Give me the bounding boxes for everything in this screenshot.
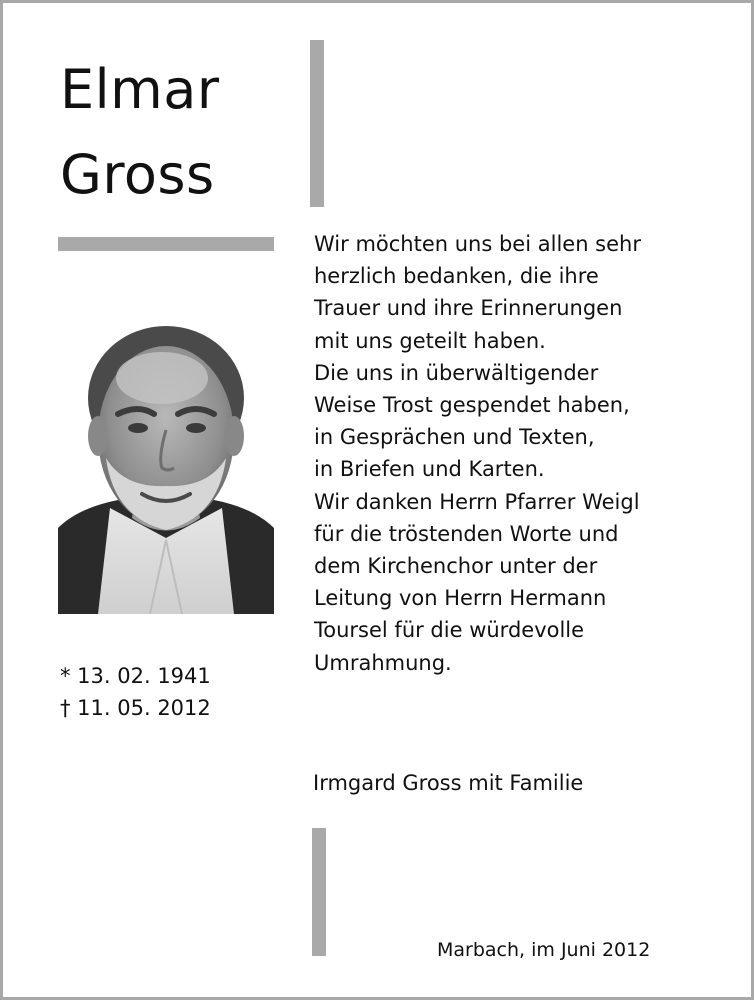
death-date: † 11. 05. 2012 xyxy=(60,696,211,720)
message-line: dem Kirchenchor unter der xyxy=(314,554,598,579)
message-line: Umrahmung. xyxy=(314,650,452,675)
place-and-date: Marbach, im Juni 2012 xyxy=(437,939,651,961)
deceased-first-name: Elmar xyxy=(60,58,220,121)
message-line: Wir möchten uns bei allen sehr xyxy=(314,232,641,256)
message-line: Toursel für die würdevolle xyxy=(314,618,585,643)
message-line: mit uns geteilt haben. xyxy=(314,328,546,353)
message-line: herzlich bedanken, die ihre xyxy=(314,264,599,289)
message-line: in Briefen und Karten. xyxy=(314,457,545,482)
message-line: in Gesprächen und Texten, xyxy=(314,425,595,450)
message-line: Wir danken Herrn Pfarrer Weigl xyxy=(314,489,640,514)
message-line: für die tröstenden Worte und xyxy=(314,521,619,546)
birth-date: * 13. 02. 1941 xyxy=(60,664,211,688)
thank-you-message xyxy=(314,228,734,679)
decorative-bar-top xyxy=(310,40,324,207)
message-line: Trauer und ihre Erinnerungen xyxy=(314,296,623,321)
message-line: Leitung von Herrn Hermann xyxy=(314,586,607,611)
message-line: Die uns in überwältigender xyxy=(314,360,599,385)
portrait-photo xyxy=(58,318,274,614)
message-line: Weise Trost gespendet haben, xyxy=(314,393,630,418)
life-dates xyxy=(60,660,211,724)
decorative-bar-bottom xyxy=(312,828,326,956)
decorative-bar-horizontal xyxy=(58,237,274,251)
deceased-last-name: Gross xyxy=(60,143,215,206)
signature: Irmgard Gross mit Familie xyxy=(313,771,584,795)
